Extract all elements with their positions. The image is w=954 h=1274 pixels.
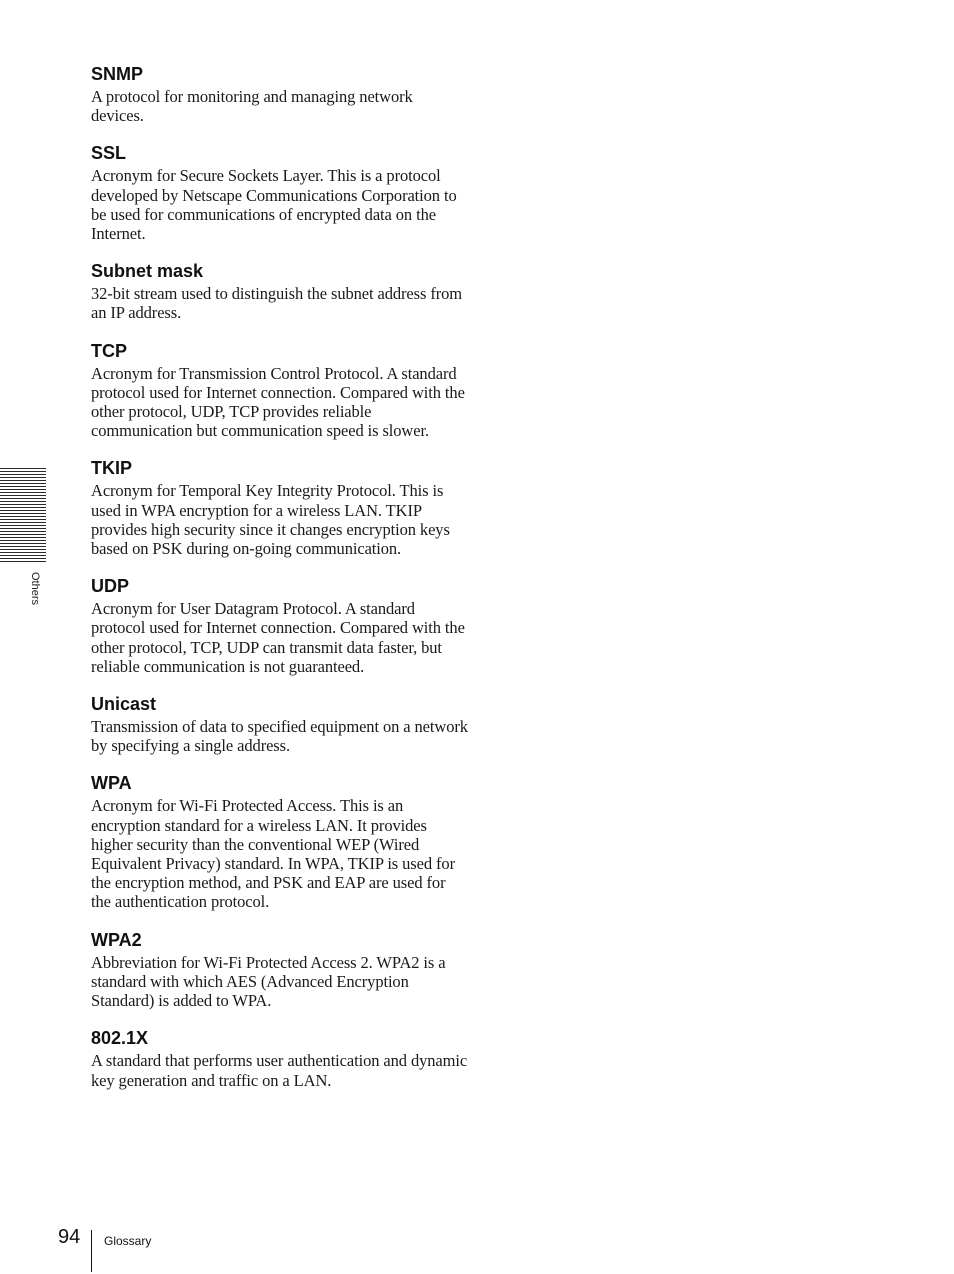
glossary-term: UDP — [91, 576, 130, 597]
glossary-definition: Acronym for Temporal Key Integrity Protocol. This is used in WPA encryption for a wireless LAN. TKIP provides high security since it changes encryption keys based on PSK during on-going communication. — [91, 481, 450, 559]
footer-divider — [91, 1230, 92, 1272]
glossary-definition: Acronym for Secure Sockets Layer. This is a protocol developed by Netscape Communications Corporation to be used for communications of encrypted data on the Internet. — [91, 166, 457, 244]
glossary-definition: Acronym for Transmission Control Protocol. A standard protocol used for Internet connection. Compared with the other protocol, UDP, TCP provides reliable communication but communication speed is slower. — [91, 363, 465, 441]
footer-section-label: Glossary — [104, 1234, 152, 1248]
glossary-entry — [91, 456, 469, 558]
glossary-entry — [91, 339, 469, 441]
glossary-entry — [91, 1026, 469, 1089]
glossary-definition: Transmission of data to specified equipment on a network by specifying a single address. — [91, 717, 468, 756]
glossary-definition: 32-bit stream used to distinguish the subnet address from an IP address. — [91, 284, 462, 323]
glossary-term: Subnet mask — [91, 261, 204, 282]
glossary-term: WPA — [91, 773, 132, 794]
glossary-term: SSL — [91, 143, 127, 164]
glossary-definition: A standard that performs user authentication and dynamic key generation and traffic on a LAN. — [91, 1051, 468, 1090]
glossary-entry — [91, 62, 469, 125]
glossary-definition: A protocol for monitoring and managing network devices. — [91, 87, 413, 126]
glossary-definition: Abbreviation for Wi-Fi Protected Access 2. WPA2 is a standard with which AES (Advanced Encryption Standard) is added to WPA. — [91, 952, 446, 1011]
glossary-term: WPA2 — [91, 929, 142, 950]
section-tab-label: Others — [29, 572, 41, 606]
page-number: 94 — [58, 1226, 81, 1248]
glossary-term: SNMP — [91, 64, 144, 84]
glossary-entry — [91, 141, 469, 243]
glossary-term: 802.1X — [91, 1028, 149, 1049]
glossary-term: Unicast — [91, 694, 157, 715]
glossary-entry — [91, 771, 469, 911]
glossary-entry — [91, 692, 469, 755]
section-tab-marker — [0, 468, 46, 562]
glossary-term: TCP — [91, 340, 127, 361]
glossary-definition: Acronym for User Datagram Protocol. A standard protocol used for Internet connection. Compared with the other protocol, TCP, UDP can transmit data faster, but reliable communication is not guaranteed. — [91, 599, 465, 676]
glossary-definition: Acronym for Wi-Fi Protected Access. This is an encryption standard for a wireless LAN. It provides higher security than the conventional WEP (Wired Equivalent Privacy) standard. In WPA, TKIP is used for the encryption method, and PSK and EAP are used for the authentication protocol. — [91, 796, 455, 912]
glossary-entry — [91, 259, 469, 322]
glossary-entry — [91, 928, 469, 1011]
glossary-list — [91, 62, 469, 1106]
glossary-term: TKIP — [91, 458, 133, 479]
glossary-entry — [91, 574, 469, 676]
